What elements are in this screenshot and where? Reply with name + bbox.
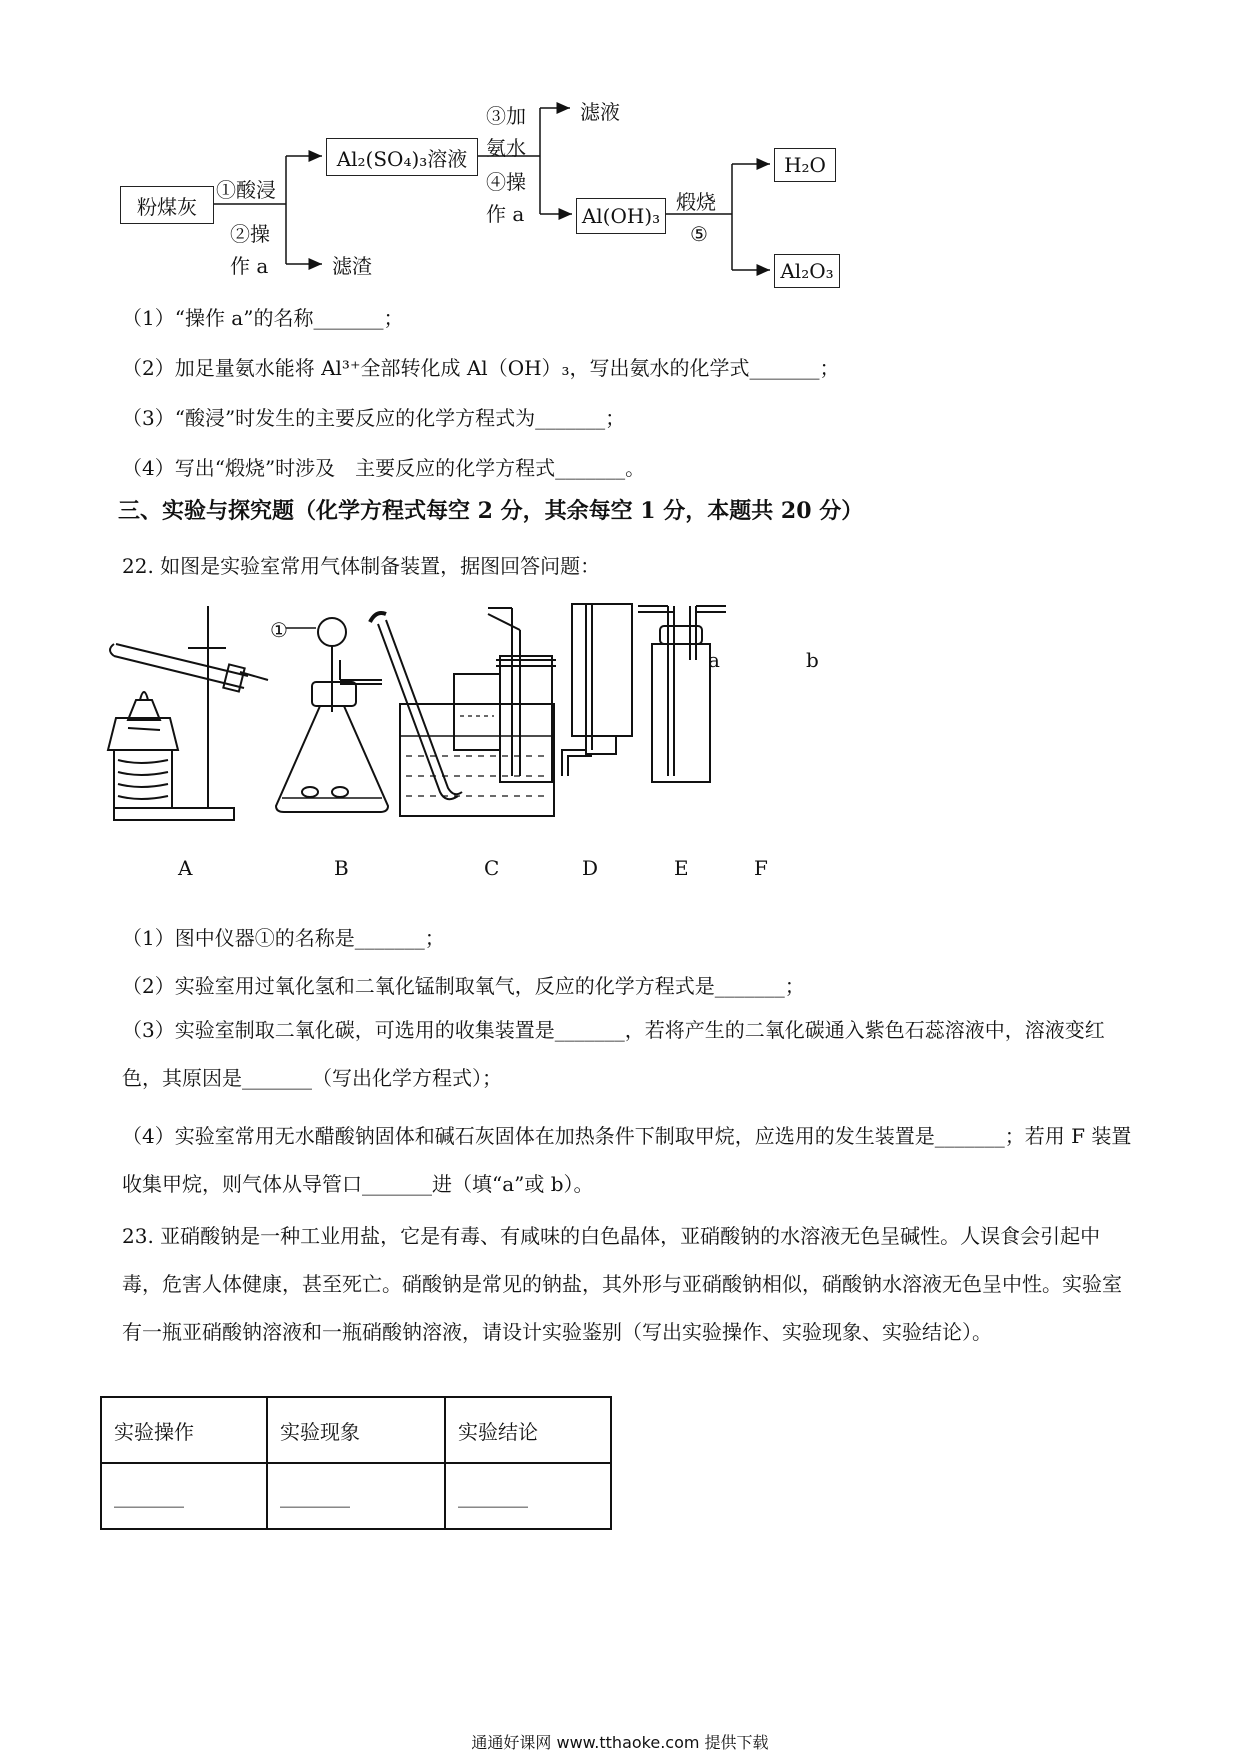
q22-item-2: （2）实验室用过氧化氢和二氧化锰制取氧气，反应的化学方程式是_______； (122, 974, 805, 998)
table-header-row (101, 1397, 611, 1463)
apparatus-label-e: E (674, 856, 689, 880)
node-aluminum-oxide: Al₂O₃ (774, 254, 840, 288)
flowchart-connectors (0, 0, 1240, 300)
table-row (101, 1463, 611, 1529)
label-add-ammonia-b: 氨水 (486, 136, 526, 160)
apparatus-label-d: D (582, 856, 599, 880)
table-header-conclusion: 实验结论 (445, 1397, 611, 1463)
node-water: H₂O (774, 148, 836, 182)
apparatus-label-f: F (754, 856, 768, 880)
apparatus-f (638, 606, 726, 782)
table-header-operation: 实验操作 (101, 1397, 267, 1463)
apparatus-d (488, 608, 556, 782)
q21-item-2: （2）加足量氨水能将 Al³⁺全部转化成 Al（OH）₃，写出氨水的化学式_______； (122, 356, 840, 380)
node-residue: 滤渣 (332, 254, 372, 278)
apparatus-label-b: B (334, 856, 349, 880)
blank-conclusion[interactable]: _______ (445, 1463, 611, 1529)
experiment-table (100, 1396, 612, 1530)
q22-item-4: （4）实验室常用无水醋酸钠固体和碱石灰固体在加热条件下制取甲烷，应选用的发生装置是_______；若用 F 装置收集甲烷，则气体从导管口_______进（填“a”或 b）。 (122, 1124, 1132, 1196)
page-footer: 通通好课网 www.tthaoke.com 提供下载 (471, 1733, 769, 1752)
node-aluminum-sulfate-solution: Al₂(SO₄)₃溶液 (326, 138, 478, 176)
apparatus-label-a: A (178, 856, 193, 880)
label-add-ammonia-a: ③加 (486, 104, 526, 128)
port-b-label: b (806, 648, 819, 672)
node-fly-ash: 粉煤灰 (120, 186, 214, 224)
instrument-1-mark: ① (270, 618, 288, 642)
apparatus-label-c: C (484, 856, 500, 880)
node-filtrate: 滤液 (580, 100, 620, 124)
label-operation-a-1: ②操 (230, 222, 270, 246)
blank-operation[interactable]: _______ (101, 1463, 267, 1529)
blank-phenomenon[interactable]: _______ (267, 1463, 445, 1529)
label-operation-a-2b: 作 a (486, 202, 525, 226)
apparatus-e (562, 604, 632, 776)
q21-item-1: （1）“操作 a”的名称_______； (122, 306, 404, 330)
q21-item-4: （4）写出“煅烧”时涉及 主要反应的化学方程式_______。 (122, 456, 646, 480)
table-header-phenomenon: 实验现象 (267, 1397, 445, 1463)
label-operation-a-1b: 作 a (230, 254, 269, 278)
q21-item-3: （3）“酸浸”时发生的主要反应的化学方程式为_______； (122, 406, 626, 430)
q22-item-3: （3）实验室制取二氧化碳，可选用的收集装置是_______，若将产生的二氧化碳通入紫色石蕊溶液中，溶液变红色，其原因是_______（写出化学方程式）； (122, 1018, 1105, 1090)
label-calcine: 煅烧 (676, 190, 716, 214)
apparatus-a (108, 606, 268, 820)
node-aluminum-hydroxide: Al(OH)₃ (576, 198, 666, 234)
q22-item-1: （1）图中仪器①的名称是_______； (122, 926, 445, 950)
apparatus-b (276, 618, 388, 812)
q22-stem: 22. 如图是实验室常用气体制备装置，据图回答问题： (122, 554, 601, 578)
section-heading: 三、实验与探究题（化学方程式每空 2 分，其余每空 1 分，本题共 20 分） (118, 498, 864, 524)
label-acid-leach: ①酸浸 (216, 178, 276, 202)
port-a-label: a (708, 648, 720, 672)
label-operation-a-2: ④操 (486, 170, 526, 194)
apparatus-c (370, 613, 554, 816)
apparatus-illustration (100, 600, 840, 840)
q23-stem: 23. 亚硝酸钠是一种工业用盐，它是有毒、有咸味的白色晶体，亚硝酸钠的水溶液无色呈碱性。人误食会引起中毒，危害人体健康，甚至死亡。硝酸钠是常见的钠盐，其外形与亚硝酸钠相似，硝酸钠水溶液无色呈中性。实验室有一瓶亚硝酸钠溶液和一瓶硝酸钠溶液，请设计实验鉴别（写出实验操作、实验现象、实验结论）。 (122, 1224, 1122, 1344)
label-step-5: ⑤ (690, 222, 708, 246)
